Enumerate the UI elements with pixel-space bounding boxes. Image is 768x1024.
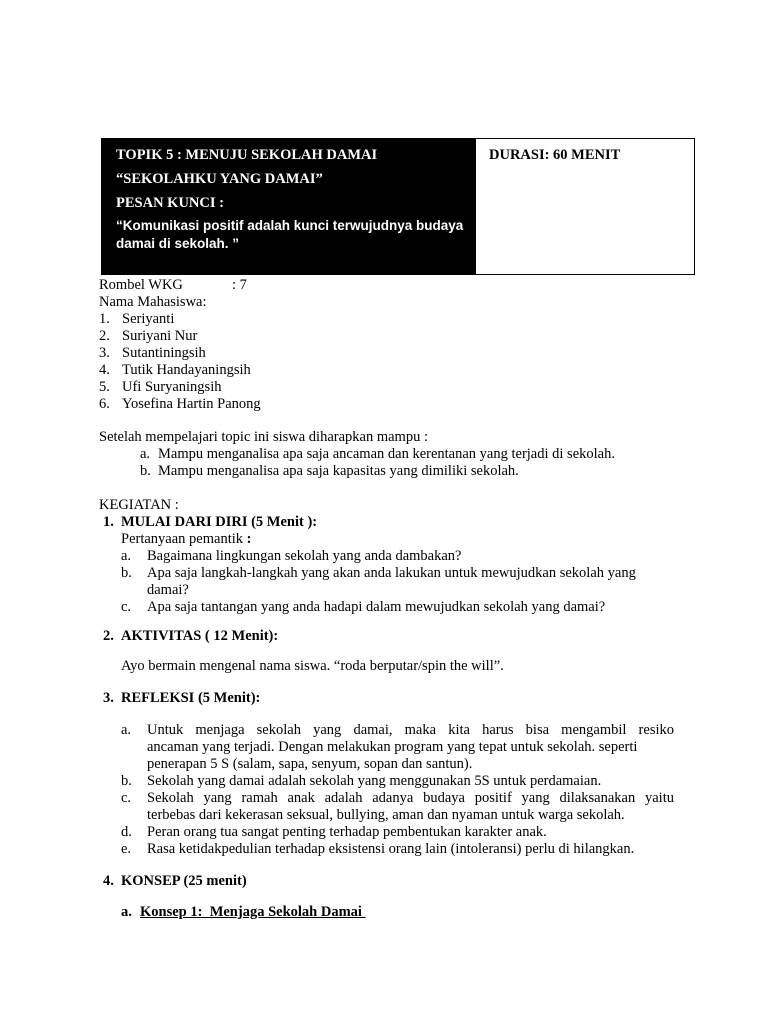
topic-header-black-panel	[102, 139, 476, 274]
rombel-label: Rombel WKG	[99, 277, 183, 293]
objective-text: Mampu menganalisa apa saja ancaman dan kerentanan yang terjadi di sekolah.	[158, 446, 615, 462]
reflection-c-line-2: terbebas dari kekerasan seksual, bullying, aman dan nyaman untuk warga sekolah.	[147, 807, 625, 823]
student-number: 5.	[99, 379, 110, 395]
reflection-letter: c.	[121, 790, 132, 806]
reflection-c-line-1: Sekolah yang ramah anak adalah adanya budaya positif yang dilaksanakan yaitu	[147, 790, 674, 806]
question-b-line-1: Apa saja langkah-langkah yang akan anda lakukan untuk mewujudkan sekolah yang	[147, 565, 636, 581]
student-name: Suriyani Nur	[122, 328, 198, 344]
question-b-line-2: damai?	[147, 582, 189, 598]
section-4-number: 4.	[103, 873, 114, 889]
section-1-subheading	[121, 531, 251, 548]
question-c: Apa saja tantangan yang anda hadapi dalam mewujudkan sekolah yang damai?	[147, 599, 606, 615]
key-message-line-2: damai di sekolah. ”	[116, 236, 240, 251]
section-2-number: 2.	[103, 628, 114, 644]
student-number: 4.	[99, 362, 110, 378]
concept-1-heading: Konsep 1: Menjaga Sekolah Damai	[140, 904, 366, 920]
students-label: Nama Mahasiswa:	[99, 294, 207, 310]
question-letter: a.	[121, 548, 132, 564]
question-letter: c.	[121, 599, 132, 615]
student-number: 1.	[99, 311, 110, 327]
reflection-letter: e.	[121, 841, 132, 857]
reflection-e: Rasa ketidakpedulian terhadap eksistensi orang lain (intoleransi) perlu di hilangkan.	[147, 841, 635, 857]
reflection-letter: b.	[121, 773, 132, 789]
reflection-a-line-1: Untuk menjaga sekolah yang damai, maka kita harus bisa mengambil resiko	[147, 722, 674, 738]
section-3-title: REFLEKSI (5 Menit):	[121, 690, 261, 706]
subheading-colon: :	[246, 531, 252, 547]
section-2-title: AKTIVITAS ( 12 Menit):	[121, 628, 279, 644]
student-number: 2.	[99, 328, 110, 344]
question-letter: b.	[121, 565, 132, 581]
topic-subtitle: “SEKOLAHKU YANG DAMAI”	[116, 171, 323, 187]
student-name: Sutantiningsih	[122, 345, 206, 361]
student-number: 3.	[99, 345, 110, 361]
concept-letter: a.	[121, 904, 132, 920]
reflection-b: Sekolah yang damai adalah sekolah yang menggunakan 5S untuk perdamaian.	[147, 773, 602, 789]
reflection-a-line-3: penerapan 5 S (salam, sapa, senyum, sopan dan santun).	[147, 756, 473, 772]
section-1-number: 1.	[103, 514, 114, 530]
reflection-d: Peran orang tua sangat penting terhadap pembentukan karakter anak.	[147, 824, 547, 840]
student-name: Seriyanti	[122, 311, 175, 327]
key-message-line-1: “Komunikasi positif adalah kunci terwujudnya budaya	[116, 218, 464, 233]
subheading-text: Pertanyaan pemantik	[121, 531, 247, 547]
section-3-number: 3.	[103, 690, 114, 706]
objective-letter: a.	[140, 446, 151, 462]
reflection-letter: d.	[121, 824, 132, 840]
topic-title: TOPIK 5 : MENUJU SEKOLAH DAMAI	[116, 147, 378, 163]
section-2-text: Ayo bermain mengenal nama siswa. “roda berputar/spin the will”.	[121, 658, 504, 674]
question-a: Bagaimana lingkungan sekolah yang anda dambakan?	[147, 548, 462, 564]
key-message-label: PESAN KUNCI :	[116, 195, 224, 211]
student-number: 6.	[99, 396, 110, 412]
objectives-intro: Setelah mempelajari topic ini siswa diharapkan mampu :	[99, 429, 428, 445]
topic-header-box	[101, 138, 695, 275]
section-1-title: MULAI DARI DIRI (5 Menit ):	[121, 514, 318, 530]
duration-label: DURASI: 60 MENIT	[489, 147, 621, 163]
activities-label: KEGIATAN :	[99, 497, 179, 513]
objective-letter: b.	[140, 463, 151, 479]
section-4-title: KONSEP (25 menit)	[121, 873, 247, 889]
reflection-letter: a.	[121, 722, 132, 738]
objective-text: Mampu menganalisa apa saja kapasitas yang dimiliki sekolah.	[158, 463, 519, 479]
student-name: Yosefina Hartin Panong	[122, 396, 261, 412]
student-name: Tutik Handayaningsih	[122, 362, 251, 378]
rombel-value: : 7	[232, 277, 247, 293]
student-name: Ufi Suryaningsih	[122, 379, 222, 395]
reflection-a-line-2: ancaman yang terjadi. Dengan melakukan program yang tepat untuk sekolah. seperti	[147, 739, 638, 755]
